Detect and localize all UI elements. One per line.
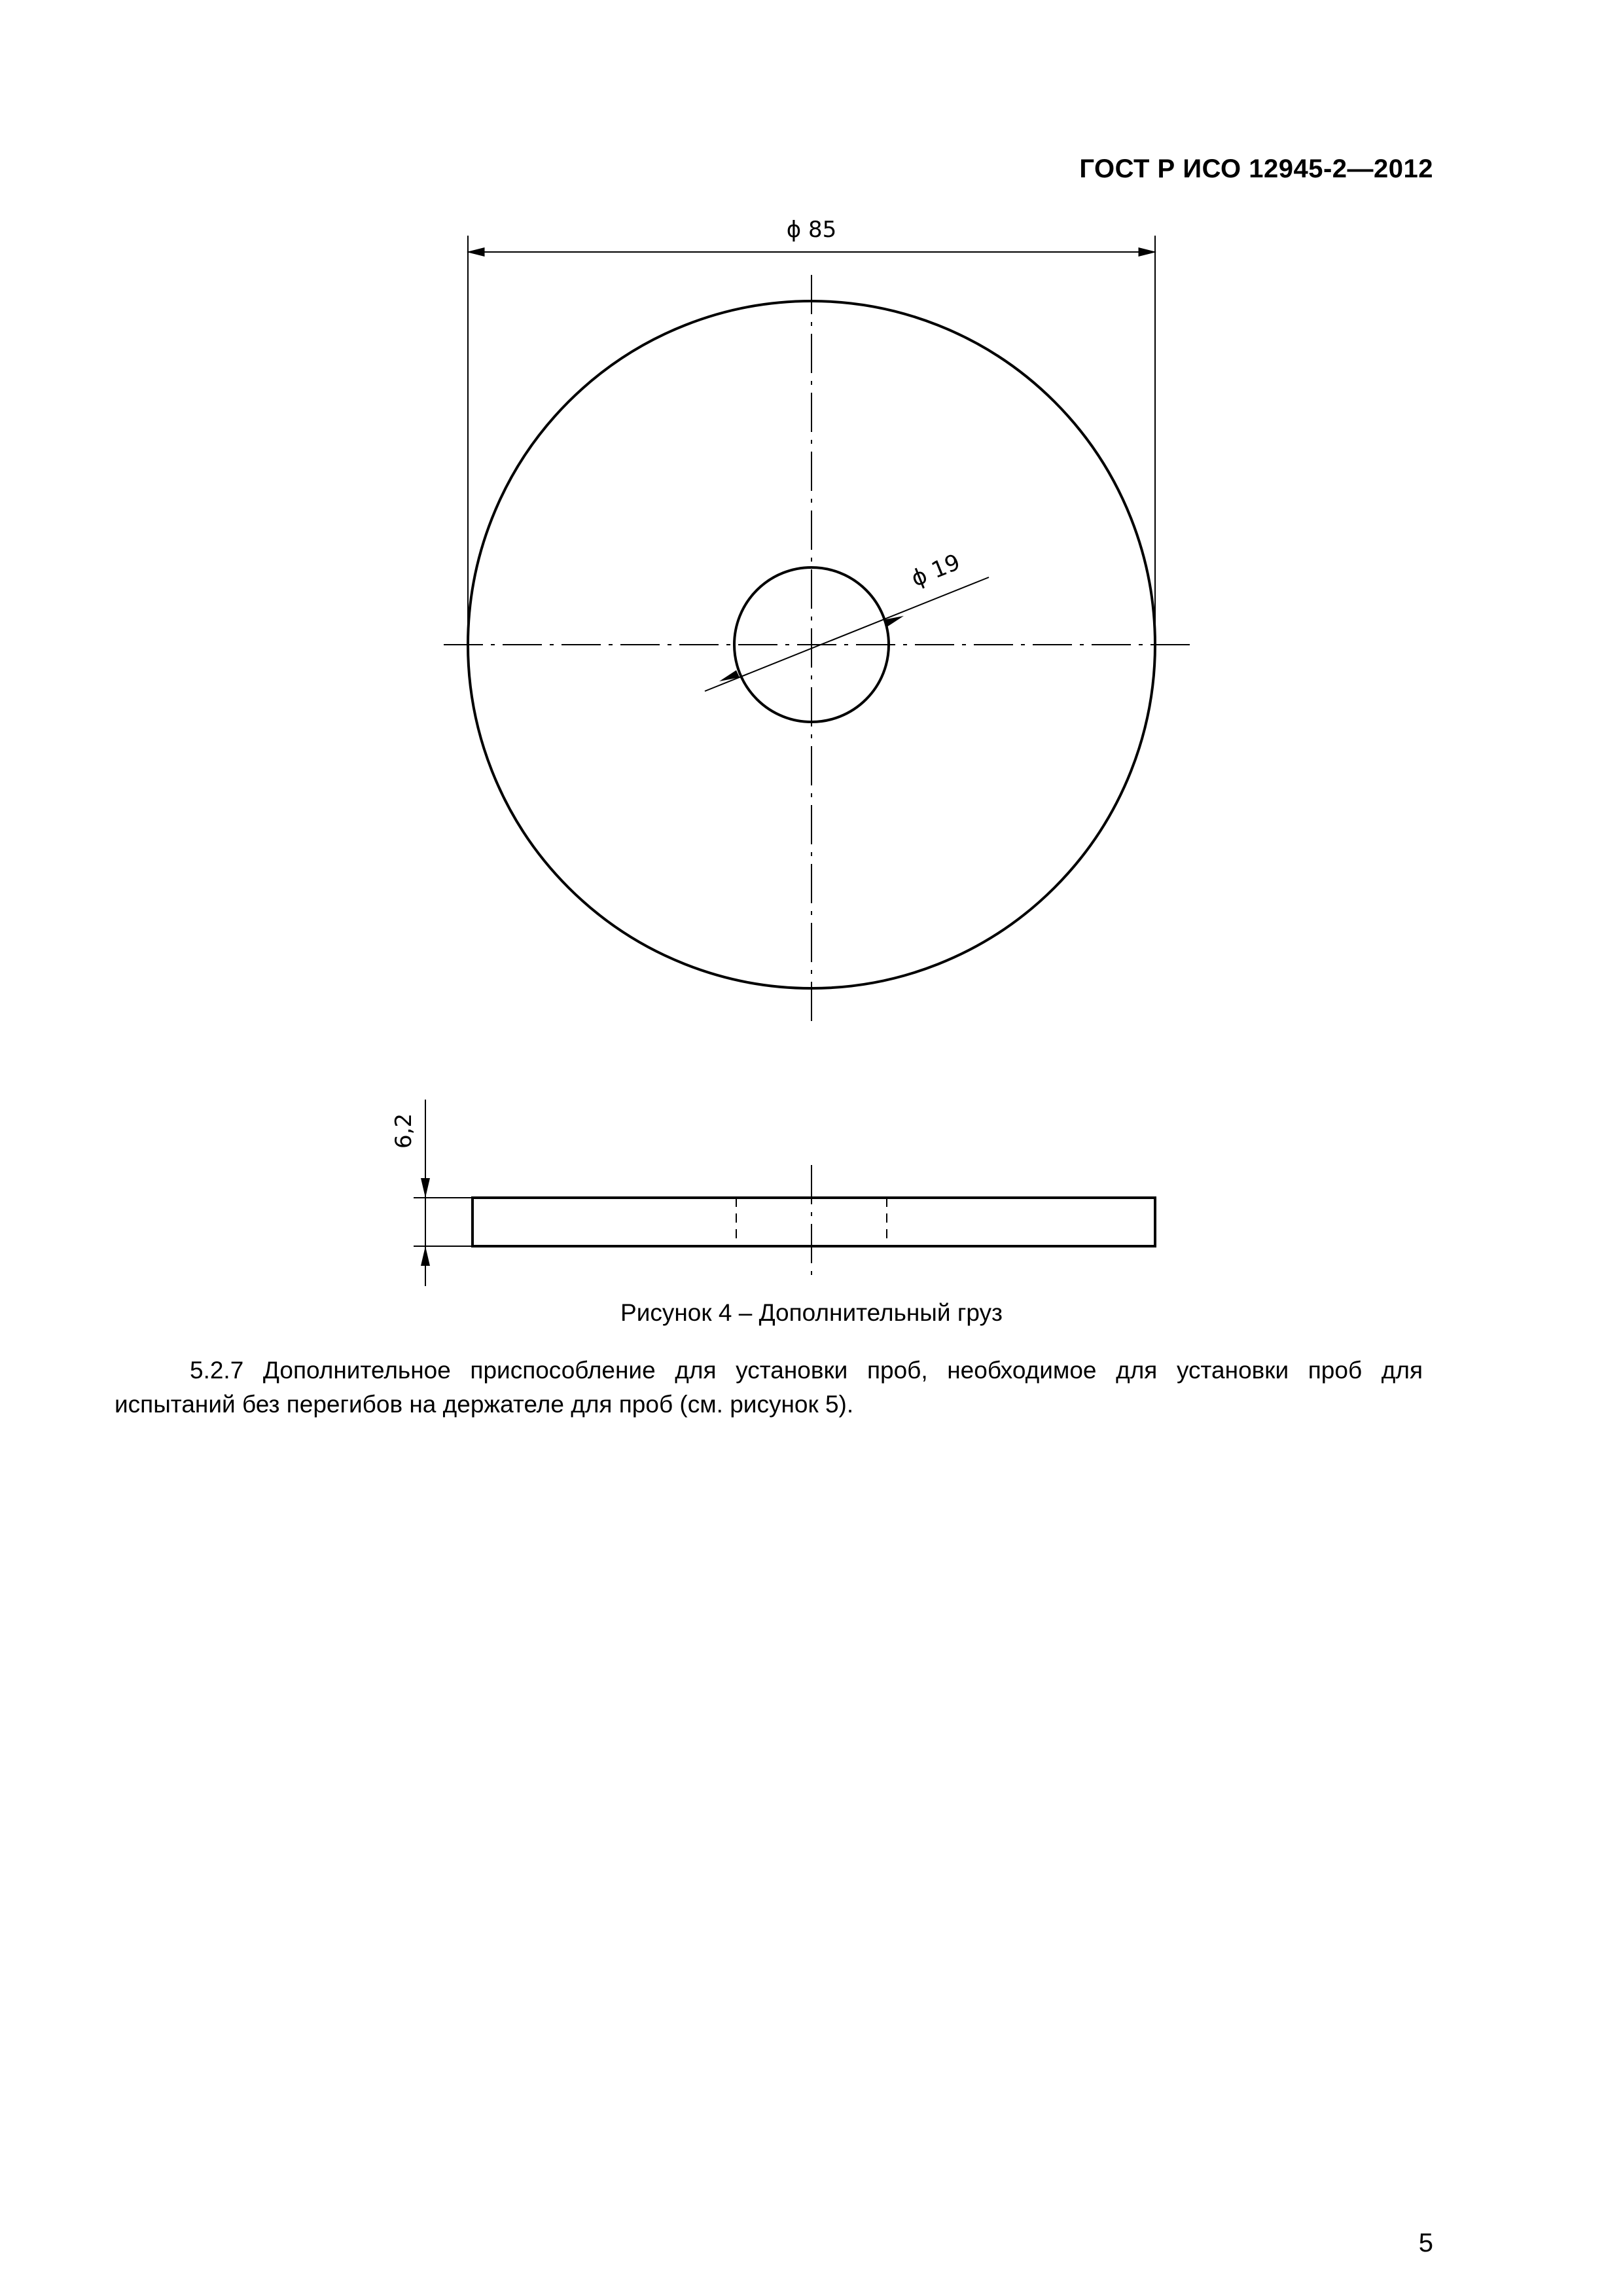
thickness-arrow-bottom (421, 1246, 430, 1266)
dimension-label-thickness: 6,2 (391, 1113, 417, 1149)
arrowhead-inner-left (719, 670, 740, 681)
dimension-line-inner (705, 577, 989, 691)
arrowhead-inner-right (883, 616, 904, 627)
thickness-arrow-top (421, 1178, 430, 1198)
dimension-label-inner: ϕ 19 (907, 548, 964, 592)
dimension-label-outer: ϕ 85 (786, 217, 837, 243)
body-paragraph: 5.2.7 Дополнительное приспособление для установки проб, необходимое для установки проб для испытаний без перегибов на держателе для проб (см. рисунок 5). (115, 1357, 1423, 1418)
page-number: 5 (1418, 2229, 1433, 2257)
side-view-body (473, 1198, 1155, 1246)
figure-caption: Рисунок 4 – Дополнительный груз (620, 1299, 1003, 1326)
document-header: ГОСТ Р ИСО 12945-2—2012 (1079, 154, 1433, 183)
